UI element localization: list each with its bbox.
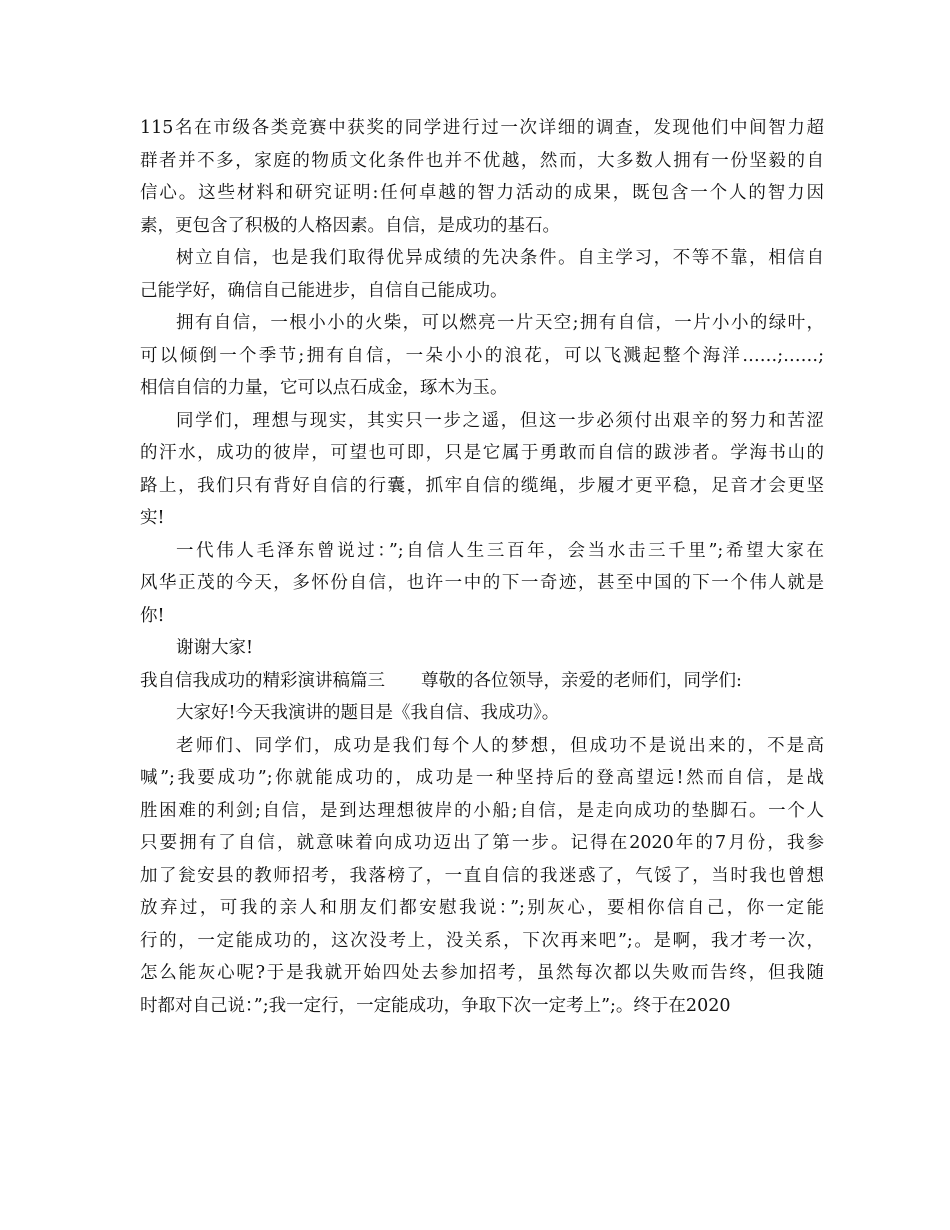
text-line: 怎么能灰心呢?于是我就开始四处去参加招考，虽然每次都以失败而告终，但我随 [140,963,824,983]
text-line: 加了瓮安县的教师招考，我落榜了，一直自信的我迷惑了，气馁了，当时我也曾想 [140,865,824,886]
text-line: 115名在市级各类竞赛中获奖的同学进行过一次详细的调查，发现他们中间智力超 [140,118,824,138]
paragraph-8 [140,730,824,1023]
text-line: 素，更包含了积极的人格因素。自信，是成功的基石。 [140,215,560,236]
text-line: 相信自信的力量，它可以点石成金，琢木为玉。 [140,378,508,398]
text-line: 大家好!今天我演讲的题目是《我自信、我成功》。 [176,703,560,723]
text-line: 己能学好，确信自己能进步，自信自己能成功。 [140,280,508,301]
text-line: 时都对自己说：”;我一定行，一定能成功，争取下次一定考上”;。终于在2020 [140,995,731,1016]
paragraph-7 [140,697,824,730]
text-line: 拥有自信，一根小小的火柴，可以燃亮一片天空;拥有自信，一片小小的绿叶， [176,313,824,333]
paragraph-5 [140,535,824,633]
paragraph-3 [140,307,824,405]
text-line: 只要拥有了自信，就意味着向成功迈出了第一步。记得在2020年的7月份，我参 [140,833,824,853]
text-line: 树立自信，也是我们取得优异成绩的先决条件。自主学习，不等不靠，相信自 [176,248,824,268]
text-line: 行的，一定能成功的，这次没考上，没关系，下次再来吧”;。是啊，我才考一次， [140,930,824,951]
section-title: 我自信我成功的精彩演讲稿篇三 [140,670,385,691]
text-line: 一代伟人毛泽东曾说过：”;自信人生三百年，会当水击三千里”;希望大家在 [176,540,824,561]
section-heading [140,665,824,698]
text-line: 信心。这些材料和研究证明:任何卓越的智力活动的成果，既包含一个人的智力因 [140,183,824,203]
text-line: 同学们，理想与现实，其实只一步之遥，但这一步必须付出艰辛的努力和苦涩 [176,410,824,431]
text-line: 胜困难的利剑;自信，是到达理想彼岸的小船;自信，是走向成功的垫脚石。一个人 [140,800,824,821]
text-line: 实! [140,508,165,528]
paragraph-4 [140,405,824,535]
text-line: 喊”;我要成功”;你就能成功的，成功是一种坚持后的登高望远!然而自信，是战 [140,768,824,788]
document-page [140,112,824,1022]
text-line: 你! [140,605,165,626]
text-line: 可以倾倒一个季节;拥有自信，一朵小小的浪花，可以飞溅起整个海洋……;……; [140,345,824,366]
text-line: 谢谢大家! [176,638,254,658]
text-line: 的汗水，成功的彼岸，可望也可即，只是它属于勇敢而自信的跋涉者。学海书山的 [140,443,824,463]
text-line: 路上，我们只有背好自信的行囊，抓牢自信的缆绳，步履才更平稳，足音才会更坚 [140,475,824,496]
text-line: 放弃过，可我的亲人和朋友们都安慰我说：”;别灰心，要相你信自己，你一定能 [140,898,824,918]
text-line: 群者并不多，家庭的物质文化条件也并不优越，然而，大多数人拥有一份坚毅的自 [140,150,824,171]
paragraph-6 [140,632,824,665]
text-line: 老师们、同学们，成功是我们每个人的梦想，但成功不是说出来的，不是高 [176,735,824,756]
section-greeting: 尊敬的各位领导，亲爱的老师们，同学们: [421,670,742,691]
text-line: 风华正茂的今天，多怀份自信，也许一中的下一奇迹，甚至中国的下一个伟人就是 [140,573,824,593]
paragraph-2 [140,242,824,307]
paragraph-1 [140,112,824,242]
